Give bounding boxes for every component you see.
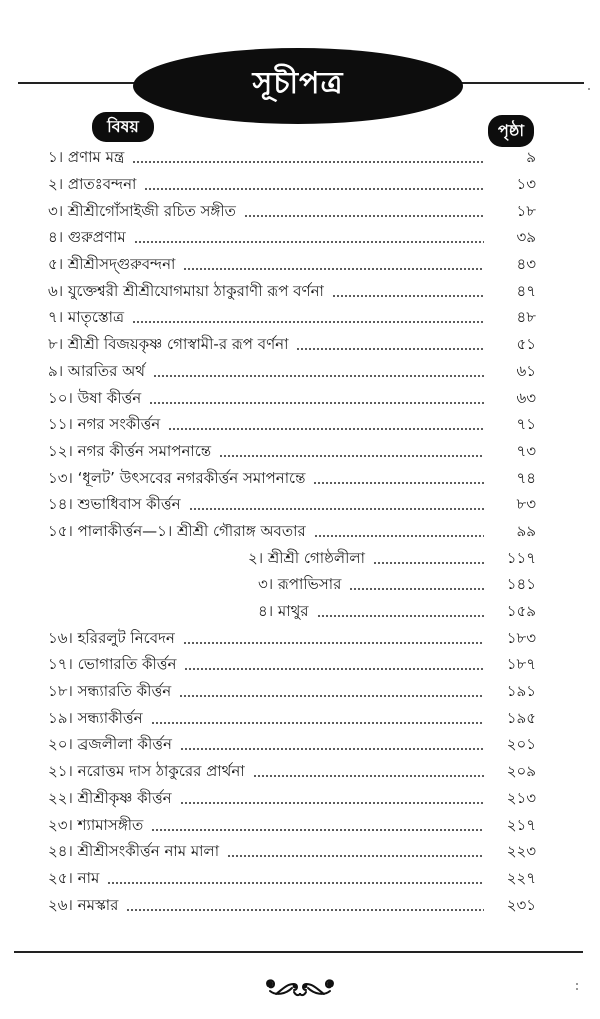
toc-entry-text: শ্রীশ্রী বিজয়কৃষ্ণ গোস্বামী-র রূপ বর্ণনা [67,335,289,354]
toc-entry [48,811,538,838]
toc-entry [48,758,538,785]
dot-leader [244,215,484,217]
toc-entry-text: শ্রীশ্রী গোষ্ঠলীলা [267,548,365,567]
toc-entry-page-number: ৯৯ [516,521,536,540]
toc-entry-number: ১। [48,148,64,167]
toc-entry-title [48,278,328,304]
dot-leader [227,855,484,857]
dot-leader [168,428,484,430]
toc-entry-text: মাতৃস্তোত্র [67,308,125,327]
toc-entry-number: ৪। [48,228,64,247]
toc-entry [48,411,538,438]
dot-leader [132,321,484,323]
toc-entry-page-number: ২৩১ [506,895,536,914]
toc-entry [48,438,538,465]
subject-column-header [92,112,154,142]
dot-leader [153,375,484,377]
toc-entry-title [48,411,164,437]
toc-entry-page-number: ৭৪ [516,468,536,487]
toc-entry-title [48,251,179,277]
toc-entry-text: শ্রীশ্রীসংকীর্ত্তন নাম মালা [77,842,220,861]
toc-entry [48,704,538,731]
dot-leader [151,722,484,724]
toc-entry-title [48,438,215,464]
bottom-rule [14,951,583,953]
toc-entry-number: ৬। [48,281,64,300]
toc-entry-text: ‘ধূলট’ উৎসবের নগরকীর্ত্তন সমাপনান্তে [77,468,306,487]
dot-leader [132,161,484,163]
toc-entry [48,384,538,411]
toc-entry [48,544,538,571]
toc-entry-number: ১৬। [48,628,73,647]
print-speck [576,988,578,990]
toc-entry-text: নমস্কার [77,895,119,914]
toc-entry-page-number: ৭১ [516,415,536,434]
toc-entry-title [48,758,249,784]
toc-entry-page-number: ২০৯ [506,762,536,781]
toc-entry-page-number: ৪৮ [516,308,536,327]
dot-leader [219,455,484,457]
toc-entry [48,518,538,545]
toc-entry-number: ২৪। [48,842,73,861]
toc-entry-text: শ্রীশ্রীকৃষ্ণ কীর্ত্তন [77,788,172,807]
toc-entry-title [48,358,149,384]
toc-entry-text: শ্যামাসঙ্গীত [77,815,144,834]
table-of-contents [48,144,538,918]
toc-entry-number: ৫। [48,255,64,274]
dot-leader [314,535,484,537]
page-title: সূচীপত্র [252,65,344,101]
toc-entry [48,224,538,251]
toc-entry [48,651,538,678]
toc-entry-page-number: ১৯৫ [506,708,536,727]
toc-entry-number: ১৪। [48,495,73,514]
toc-entry-number: ২১। [48,762,73,781]
dot-leader [149,402,484,404]
print-speck [588,88,590,90]
toc-entry-number: ১৫। [48,521,73,540]
toc-entry-text: ভোগারতি কীর্ত্তন [77,655,177,674]
toc-entry-title [48,224,130,250]
toc-entry-number: ১৩। [48,468,73,487]
toc-entry-text: প্রণাম মন্ত্র [67,148,125,167]
toc-entry-text: গুরুপ্রণাম [67,228,126,247]
toc-entry-text: নগর কীর্ত্তন সমাপনান্তে [77,441,212,460]
toc-entry-title [48,491,185,517]
toc-entry-page-number: ৯ [526,148,536,167]
toc-entry-page-number: ৫১ [516,335,536,354]
dot-leader [189,508,484,510]
toc-entry-title [48,865,103,891]
toc-entry-number: ১৮। [48,682,73,701]
toc-entry-title [48,785,176,811]
toc-entry-page-number: ৪৭ [516,281,536,300]
toc-entry-title [48,892,122,918]
dot-leader [179,695,484,697]
toc-entry-page-number: ৩৯ [516,228,536,247]
toc-entry-number: ২৫। [48,868,73,887]
toc-entry-number: ১৯। [48,708,73,727]
toc-entry-page-number: ৭৩ [516,441,536,460]
subject-header-label: বিষয় [107,116,139,136]
toc-entry-title [248,545,369,571]
toc-entry-text: সন্ধ্যারতি কীর্ত্তন [77,682,172,701]
toc-entry-page-number: ৬১ [516,361,536,380]
toc-entry-text: শ্রীশ্রীগোঁসাইজী রচিত সঙ্গীত [67,201,236,220]
toc-entry-text: সন্ধ্যাকীর্ত্তন [77,708,143,727]
dot-leader [183,642,484,644]
dot-leader [373,562,484,564]
dot-leader [313,482,484,484]
toc-entry-page-number: ৬৩ [516,388,536,407]
toc-entry-number: ৩। [258,575,274,594]
toc-entry-number: ২। [248,548,264,567]
toc-entry-text: যুক্তেশ্বরী শ্রীশ্রীযোগমায়া ঠাকুরাণী রূপ বর্ণনা [67,281,324,300]
dot-leader [349,588,484,590]
toc-entry-number: ৮। [48,335,64,354]
toc-entry-page-number: ৮৩ [516,495,536,514]
dot-leader [332,295,484,297]
toc-entry [48,491,538,518]
toc-entry-page-number: ২২৭ [506,868,536,887]
toc-entry [48,571,538,598]
toc-entry [48,785,538,812]
toc-entry-text: শ্রীশ্রীসদ্‌গুরুবন্দনা [67,255,176,274]
toc-entry-number: ৩। [48,201,64,220]
dot-leader [183,268,484,270]
dot-leader [151,829,484,831]
toc-entry-number: ২৩। [48,815,73,834]
toc-entry-number: ৪। [258,602,274,621]
toc-entry-title [48,625,179,651]
toc-entry-title [48,385,145,411]
toc-entry-title [48,731,176,757]
toc-entry-text: রূপাভিসার [277,575,342,594]
dot-leader [180,802,484,804]
toc-entry-page-number: ১৯১ [506,682,536,701]
toc-entry [48,624,538,651]
dot-leader [144,188,484,190]
toc-entry [48,304,538,331]
toc-entry-title [48,705,147,731]
toc-entry-page-number: ২০১ [506,735,536,754]
toc-entry-text: ব্রজলীলা কীর্ত্তন [77,735,172,754]
toc-entry-text: প্রাতঃবন্দনা [67,175,137,194]
toc-entry [48,865,538,892]
toc-entry-number: ৯। [48,361,64,380]
toc-entry [48,251,538,278]
toc-entry-title [48,198,240,224]
dot-leader [296,348,484,350]
toc-entry [48,331,538,358]
toc-entry-title [48,304,128,330]
toc-entry-title [48,518,310,544]
toc-entry-text: শুভাধিবাস কীর্ত্তন [77,495,181,514]
toc-entry [48,171,538,198]
toc-entry-title [258,598,313,624]
dot-leader [317,615,484,617]
toc-entry [48,464,538,491]
toc-entry [48,197,538,224]
print-speck [576,983,578,985]
toc-entry-title [48,678,175,704]
toc-entry-text: নরোত্তম দাস ঠাকুরের প্রার্থনা [77,762,245,781]
toc-entry-page-number: ৪৩ [516,255,536,274]
toc-entry-text: নাম [77,868,100,887]
dot-leader [134,241,484,243]
toc-entry-text: নগর সংকীর্ত্তন [77,415,161,434]
toc-entry-number: ২২। [48,788,73,807]
toc-entry-number: ১১। [48,415,73,434]
toc-entry-number: ৭। [48,308,64,327]
dot-leader [184,668,484,670]
scroll-ornament-icon [262,976,338,1000]
toc-entry-title [48,171,140,197]
toc-entry [48,358,538,385]
toc-entry-text: উষা কীর্ত্তন [77,388,142,407]
title-banner [133,48,463,124]
toc-entry-page-number: ১৪১ [506,575,536,594]
toc-entry-page-number: ১১৭ [506,548,536,567]
toc-entry-page-number: ২১৭ [506,815,536,834]
toc-entry [48,598,538,625]
toc-entry-title [48,331,292,357]
toc-entry-number: ২। [48,175,64,194]
toc-entry-number: ১২। [48,441,73,460]
toc-entry-number: ২৬। [48,895,73,914]
toc-entry [48,731,538,758]
toc-entry-title [48,651,180,677]
dot-leader [126,909,484,911]
dot-leader [107,882,484,884]
toc-entry-text: আরতির অর্থ [67,361,145,380]
toc-entry-text: হরিরলুট নিবেদন [77,628,175,647]
toc-entry-number: ২০। [48,735,73,754]
toc-entry-title [258,571,345,597]
toc-entry-text: পালাকীর্ত্তন—১। শ্রীশ্রী গৌরাঙ্গ অবতার [77,521,306,540]
toc-entry-number: ১০। [48,388,73,407]
toc-entry-title [48,838,223,864]
toc-entry-number: ১৭। [48,655,73,674]
toc-entry [48,144,538,171]
toc-entry-page-number: ১৩ [516,175,536,194]
toc-entry-page-number: ১৮৭ [506,655,536,674]
toc-entry-title [48,465,309,491]
dot-leader [180,748,484,750]
toc-entry [48,277,538,304]
toc-entry-page-number: ১৮৩ [506,628,536,647]
dot-leader [253,775,484,777]
toc-entry-page-number: ২১৩ [506,788,536,807]
toc-entry-page-number: ২২৩ [506,842,536,861]
toc-entry [48,891,538,918]
toc-entry-page-number: ১৫৯ [506,602,536,621]
page-column-header [488,115,534,147]
toc-entry-text: মাথুর [277,602,309,621]
page-header-label: পৃষ্ঠা [498,120,524,140]
toc-entry-page-number: ১৮ [516,201,536,220]
toc-entry-title [48,812,147,838]
toc-entry-title [48,144,128,170]
toc-entry [48,678,538,705]
toc-entry [48,838,538,865]
